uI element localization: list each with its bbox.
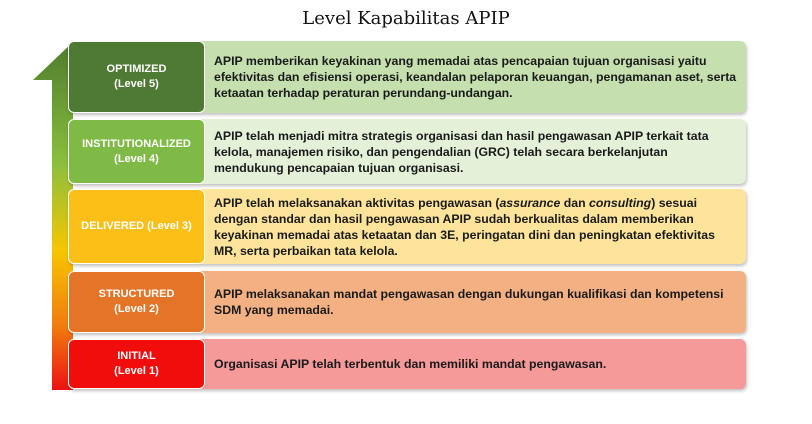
level-number: (Level 2) [114, 303, 159, 315]
level-row-initial [68, 339, 746, 389]
level-label-delivered [68, 189, 205, 264]
level-number: (Level 5) [114, 78, 159, 90]
level-name: DELIVERED (Level 3) [81, 220, 192, 232]
level-description: APIP telah melaksanakan aktivitas pengawasan (assurance dan consulting) sesuai dengan standar dan hasil pengawasan APIP sudah berkualitas dalam memberikan keyakinan memadai atas ketaatan dan 3E, peringatan dini dan peningkatan efektivitas MR, serta perbaikan tata kelola. [214, 195, 715, 258]
level-description: APIP melaksanakan mandat pengawasan dengan dukungan kualifikasi dan kompetensi SDM yang memadai. [214, 287, 724, 317]
level-description: APIP telah menjadi mitra strategis organisasi dan hasil pengawasan APIP terkait tata kelola, manajemen risiko, dan pengendalian (GRC) telah secara berkelanjutan mendukung pencapaian tujuan organisasi. [214, 128, 709, 175]
level-label-institutionalized [68, 119, 205, 184]
level-label-initial [68, 339, 205, 389]
level-label-optimized [68, 41, 205, 113]
level-row-structured [68, 271, 746, 333]
level-row-delivered [68, 189, 746, 264]
level-name: INSTITUTIONALIZED [82, 137, 191, 150]
level-number: (Level 4) [114, 152, 159, 165]
level-description: Organisasi APIP telah terbentuk dan memiliki mandat pengawasan. [214, 357, 607, 371]
level-name: INITIAL [117, 350, 156, 362]
level-row-institutionalized [68, 119, 746, 184]
level-label-structured [68, 271, 205, 333]
page-title: Level Kapabilitas APIP [302, 8, 510, 29]
level-row-optimized [68, 41, 746, 113]
level-name: STRUCTURED [98, 288, 175, 300]
level-name: OPTIMIZED [106, 63, 167, 75]
level-description: APIP memberikan keyakinan yang memadai atas pencapaian tujuan organisasi yaitu efektivitas dan efisiensi operasi, keandalan pelaporan keuangan, pengamanan aset, serta ketaatan terhadap peraturan perundang-undangan. [214, 54, 737, 100]
level-number: (Level 1) [114, 365, 159, 377]
